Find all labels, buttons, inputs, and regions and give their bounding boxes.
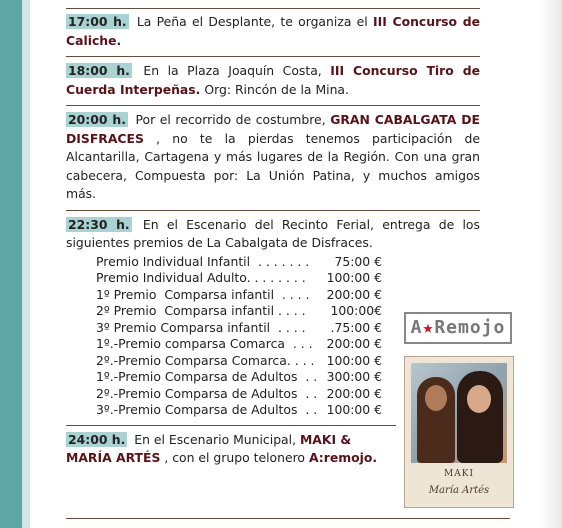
event-time: 18:00 h. xyxy=(68,63,130,78)
singer-face xyxy=(467,385,491,413)
poster-caption: MAKI xyxy=(444,469,474,479)
event-text: En el Escenario del Recinto Ferial, entrega de los siguientes premios de La Cabalgata de Disfraces. xyxy=(66,216,480,250)
prize-row xyxy=(96,254,480,271)
prize-amount: .75:00 € xyxy=(330,319,382,335)
event-text-bold: A:remojo. xyxy=(308,450,378,465)
event-text: En el Escenario Municipal, xyxy=(134,431,300,447)
singer-face xyxy=(425,385,447,411)
logo-text: Remojo xyxy=(434,317,506,338)
prize-amount: 200:00 € xyxy=(326,385,382,401)
event-block xyxy=(66,9,480,56)
logo-text: A xyxy=(410,317,423,338)
prize-label: 1º.-Premio Comparsa de Adultos . . xyxy=(96,369,318,384)
poster-caption: María Artés xyxy=(428,485,490,496)
event-block xyxy=(66,106,480,210)
prize-label: 2º.-Premio Comparsa Comarca. . . . xyxy=(96,352,315,368)
event-text-bold: MAKI & MARÍA ARTÉS xyxy=(66,431,352,465)
prize-amount: 200:00 € xyxy=(326,336,382,351)
prize-label: 3º.-Premio Comparsa de Adultos . . xyxy=(96,402,318,417)
poster-photo xyxy=(411,363,507,463)
event-time: 17:00 h. xyxy=(68,14,127,29)
event-block xyxy=(66,57,480,105)
event-text: En la Plaza Joaquín Costa, xyxy=(143,63,331,78)
event-text: , con el grupo telonero xyxy=(164,450,309,465)
event-text: La Peña el Desplante, te organiza el xyxy=(136,14,374,29)
event-time: 24:00 h. xyxy=(68,431,126,447)
aremojo-logo xyxy=(404,312,512,344)
left-color-band xyxy=(0,0,22,528)
page-edge-shadow xyxy=(540,0,562,528)
event-text: , no te la pierdas tenemos participación de Alcantarilla, Cartagena y más lugares de la Región. Con una gran cabecera, Compuesta por: La Unión Patina, y muchos amigos más. xyxy=(66,130,480,201)
left-band-light xyxy=(22,0,30,528)
prize-label: 3º Premio Comparsa infantil . . . . xyxy=(96,319,306,335)
prize-amount: 300:00 € xyxy=(326,369,382,384)
concert-poster xyxy=(404,356,514,508)
event-text-bold: GRAN CABALGATA DE DISFRACES xyxy=(66,112,480,146)
event-text: Por el recorrido de costumbre, xyxy=(135,112,331,127)
prize-amount: 100:00€ xyxy=(330,303,382,318)
prize-amount: 100:00 € xyxy=(326,270,382,285)
prize-amount: 100:00 € xyxy=(326,402,382,417)
event-time: 20:00 h. xyxy=(68,112,126,127)
event-time: 22:30 h. xyxy=(68,216,130,232)
event-text-bold: III Concurso de Caliche. xyxy=(66,14,480,48)
prize-label: 2º Premio Comparsa infantil . . . . xyxy=(96,303,306,318)
prize-amount: 200:00 € xyxy=(326,286,382,302)
prize-label: Premio Individual Infantil . . . . . . . xyxy=(96,253,310,269)
event-text-bold: III Concurso Tiro de Cuerda Interpeñas. xyxy=(66,63,480,97)
star-icon: ★ xyxy=(422,317,435,338)
prize-row xyxy=(96,270,480,287)
event-text: Org: Rincón de la Mina. xyxy=(204,81,349,97)
prize-label: 1º Premio Comparsa infantil . . . . xyxy=(96,286,310,302)
prize-label: 1º.-Premio comparsa Comarca . . . xyxy=(96,336,313,351)
event-block xyxy=(66,426,396,474)
prize-amount: 75:00 € xyxy=(334,253,382,269)
prize-amount: 100:00 € xyxy=(326,352,382,368)
prize-row xyxy=(96,287,480,304)
prize-label: 2º.-Premio Comparsa de Adultos . . xyxy=(96,385,318,401)
bottom-divider xyxy=(66,518,510,519)
prize-label: Premio Individual Adulto. . . . . . . . xyxy=(96,270,306,285)
